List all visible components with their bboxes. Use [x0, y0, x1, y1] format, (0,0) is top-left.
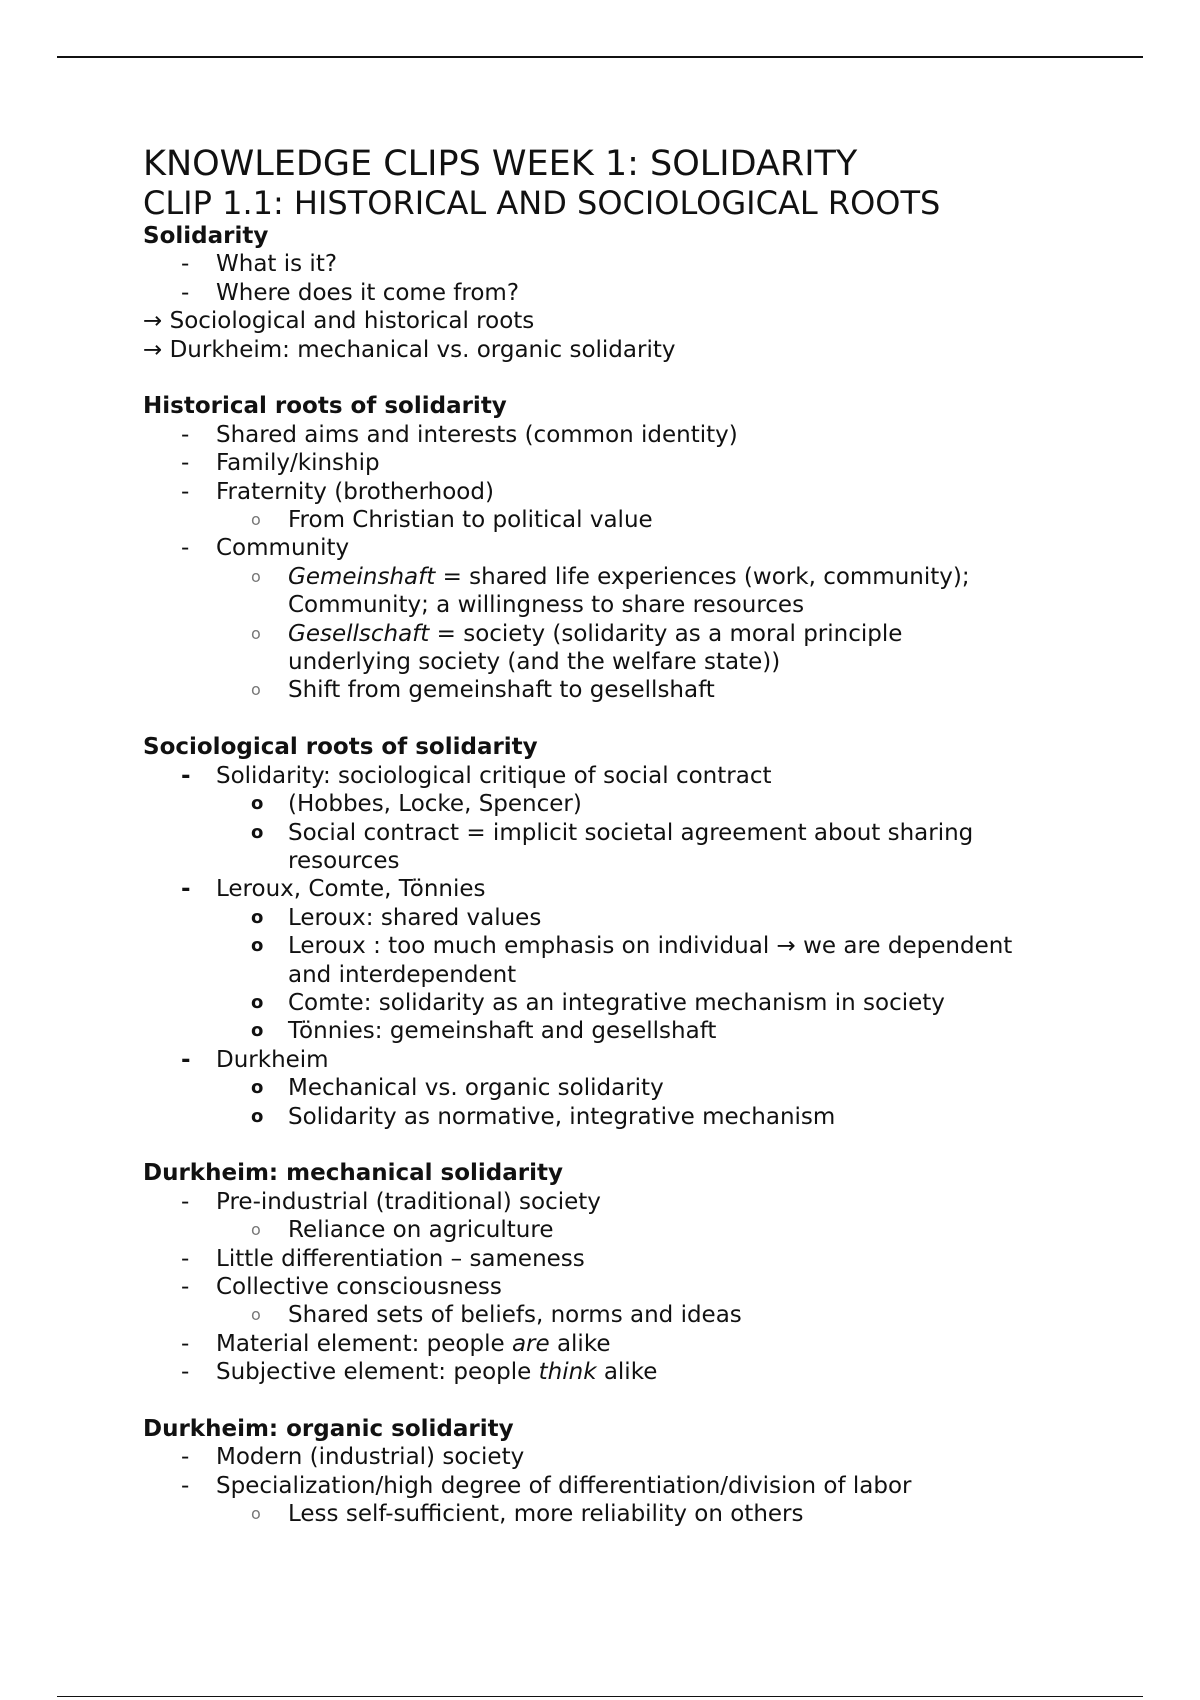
circle-bullet-icon: o [251, 1020, 264, 1042]
sub-list-item: o Shared sets of beliefs, norms and ideas [251, 1302, 742, 1329]
dash-bullet: - [181, 1188, 190, 1215]
right-arrow-icon: → [143, 308, 163, 335]
sub-list-item: o Reliance on agriculture [251, 1217, 554, 1244]
sub-list-item: o Tönnies: gemeinshaft and gesellshaft [251, 1018, 717, 1045]
list-item: - Solidarity: sociological critique of social contract [181, 762, 772, 789]
sub-list-item: o Solidarity as normative, integrative mechanism [251, 1103, 836, 1130]
list-item: - Collective consciousness [181, 1273, 502, 1300]
circle-bullet-icon: o [251, 906, 264, 928]
dash-bullet: - [181, 450, 190, 477]
sub-list-item: o Gesellschaft = society (solidarity as a moral principle [251, 620, 903, 647]
dash-bullet: - [181, 1472, 190, 1499]
circle-bullet-icon: o [251, 1105, 264, 1127]
right-arrow-icon: → [143, 336, 163, 363]
circle-bullet-icon: o [251, 1220, 261, 1240]
sub-list-item: o Less self-sufficient, more reliability on others [251, 1501, 804, 1528]
sub-list-item-continuation: resources [288, 847, 400, 874]
dash-bullet: - [181, 1359, 190, 1386]
list-item: - Leroux, Comte, Tönnies [181, 876, 486, 903]
dash-bullet: - [181, 1330, 190, 1357]
page-subtitle: CLIP 1.1: HISTORICAL AND SOCIOLOGICAL ROOTS [143, 184, 941, 222]
page-title: KNOWLEDGE CLIPS WEEK 1: SOLIDARITY [143, 144, 858, 184]
dash-bullet: - [181, 1245, 190, 1272]
circle-bullet-icon: o [251, 510, 261, 530]
list-item: - Material element: people are alike [181, 1330, 611, 1357]
list-item: - Where does it come from? [181, 279, 520, 306]
arrow-item: → Sociological and historical roots [143, 308, 535, 335]
list-item: - Subjective element: people think alike [181, 1359, 658, 1386]
circle-bullet-icon: o [251, 680, 261, 700]
dash-bullet: - [181, 1444, 190, 1471]
list-item: - Community [181, 535, 350, 562]
list-item: - Family/kinship [181, 450, 380, 477]
circle-bullet-icon: o [251, 821, 264, 843]
header-rule [57, 56, 1143, 58]
circle-bullet-icon: o [251, 1504, 261, 1524]
dash-bullet: - [181, 421, 190, 448]
sub-list-item-continuation: Community; a willingness to share resources [288, 592, 805, 619]
dash-bullet: - [181, 535, 190, 562]
section-heading-historical: Historical roots of solidarity [143, 393, 507, 420]
list-item: - Pre-industrial (traditional) society [181, 1188, 601, 1215]
sub-list-item: o Comte: solidarity as an integrative mechanism in society [251, 989, 945, 1016]
sub-list-item: o Social contract = implicit societal agreement about sharing [251, 819, 974, 846]
dash-bullet: - [181, 478, 190, 505]
list-item: - Specialization/high degree of differentiation/division of labor [181, 1472, 912, 1499]
list-item: - Fraternity (brotherhood) [181, 478, 494, 505]
section-heading-solidarity: Solidarity [143, 223, 269, 249]
document-body [143, 144, 1143, 1529]
dash-bullet: - [181, 1046, 191, 1073]
circle-bullet-icon: o [251, 623, 261, 643]
list-item: - Little differentiation – sameness [181, 1245, 585, 1272]
section-heading-sociological: Sociological roots of solidarity [143, 734, 538, 761]
sub-list-item: o Gemeinshaft = shared life experiences (work, community); [251, 563, 970, 590]
footer-rule [57, 1696, 1143, 1697]
list-item: - Shared aims and interests (common identity) [181, 421, 738, 448]
sub-list-item: o (Hobbes, Locke, Spencer) [251, 791, 582, 818]
circle-bullet-icon: o [251, 1077, 264, 1099]
sub-list-item: o Leroux: shared values [251, 904, 542, 931]
circle-bullet-icon: o [251, 935, 264, 957]
dash-bullet: - [181, 876, 191, 903]
circle-bullet-icon: o [251, 566, 261, 586]
sub-list-item: o Mechanical vs. organic solidarity [251, 1075, 664, 1102]
section-heading-mechanical: Durkheim: mechanical solidarity [143, 1160, 563, 1187]
sub-list-item-continuation: and interdependent [288, 961, 517, 988]
sub-list-item: o From Christian to political value [251, 507, 653, 534]
circle-bullet-icon: o [251, 1305, 261, 1325]
circle-bullet-icon: o [251, 991, 264, 1013]
list-item: - Modern (industrial) society [181, 1444, 525, 1471]
right-arrow-icon: → [776, 933, 796, 960]
list-item: - What is it? [181, 251, 338, 278]
dash-bullet: - [181, 762, 191, 789]
dash-bullet: - [181, 251, 190, 278]
circle-bullet-icon: o [251, 793, 264, 815]
sub-list-item-continuation: underlying society (and the welfare state)) [288, 649, 781, 676]
section-heading-organic: Durkheim: organic solidarity [143, 1416, 514, 1442]
list-item: - Durkheim [181, 1046, 329, 1073]
dash-bullet: - [181, 1273, 190, 1300]
dash-bullet: - [181, 279, 190, 306]
sub-list-item: o Leroux : too much emphasis on individual → we are dependent [251, 933, 1013, 960]
sub-list-item: o Shift from gemeinshaft to gesellshaft [251, 677, 715, 704]
arrow-item: → Durkheim: mechanical vs. organic solidarity [143, 336, 676, 363]
